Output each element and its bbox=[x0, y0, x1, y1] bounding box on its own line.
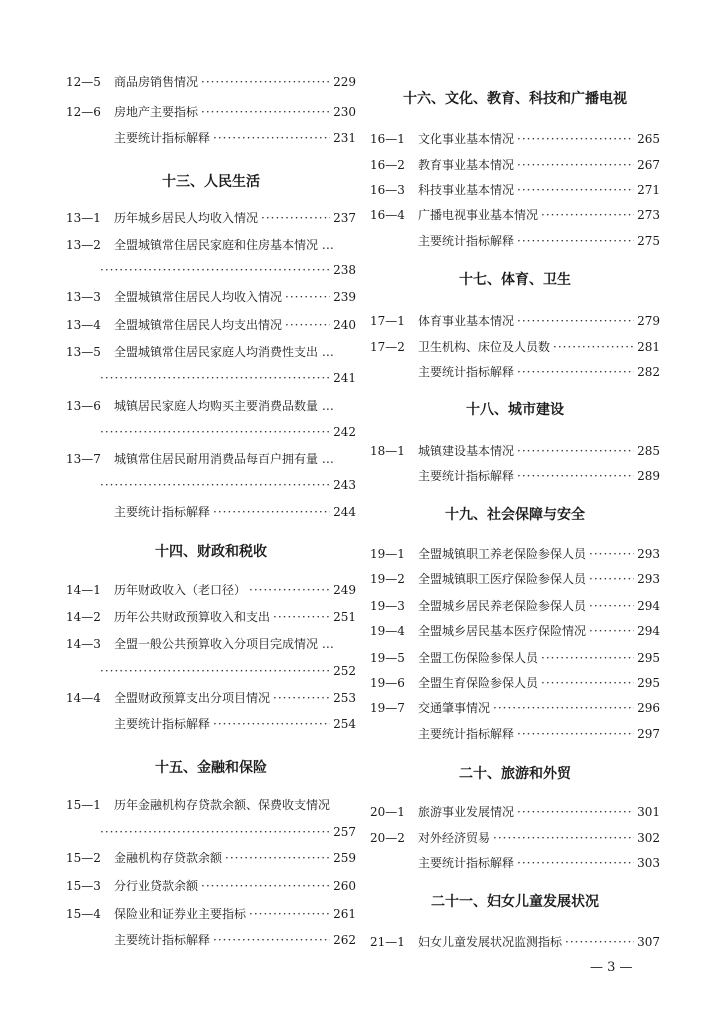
toc-entry[interactable] bbox=[370, 621, 660, 641]
dot-leader bbox=[589, 544, 634, 564]
toc-entry-page: 273 bbox=[637, 208, 660, 222]
toc-entry-title: 全盟城镇职工养老保险参保人员 bbox=[418, 547, 587, 561]
toc-entry-continuation bbox=[100, 260, 356, 280]
toc-entry-page: 294 bbox=[637, 624, 660, 638]
toc-entry-page: 241 bbox=[333, 371, 356, 385]
toc-entry-number: 12—5 bbox=[66, 75, 101, 89]
toc-entry-number: 19—1 bbox=[370, 547, 405, 561]
toc-entry-page: 251 bbox=[333, 610, 356, 624]
toc-entry[interactable] bbox=[370, 337, 660, 357]
toc-entry-explanation[interactable] bbox=[370, 466, 660, 486]
dot-leader bbox=[541, 205, 634, 225]
dot-leader bbox=[565, 932, 634, 952]
toc-entry-page: 282 bbox=[637, 365, 660, 379]
toc-entry-title: 主要统计指标解释 bbox=[114, 505, 211, 519]
dot-leader bbox=[517, 802, 634, 822]
toc-entry-title: 城镇建设基本情况 bbox=[418, 444, 515, 458]
section-heading: 二十一、妇女儿童发展状况 bbox=[431, 894, 599, 910]
toc-entry[interactable] bbox=[370, 544, 660, 564]
dot-leader bbox=[201, 72, 330, 92]
toc-entry-page: 261 bbox=[333, 907, 356, 921]
toc-entry-title: 对外经济贸易 bbox=[418, 831, 491, 845]
toc-entry-number: 14—1 bbox=[66, 583, 101, 597]
section-heading: 十九、社会保障与安全 bbox=[445, 507, 585, 523]
toc-entry-number: 14—3 bbox=[66, 637, 101, 651]
toc-entry-title: 房地产主要指标 bbox=[114, 105, 199, 119]
toc-entry-number: 12—6 bbox=[66, 105, 101, 119]
section-heading: 十七、体育、卫生 bbox=[459, 272, 571, 288]
toc-entry[interactable] bbox=[370, 673, 660, 693]
page-number: — 3 — bbox=[590, 960, 633, 975]
dot-leader bbox=[517, 180, 634, 200]
toc-entry-page: 249 bbox=[333, 583, 356, 597]
toc-entry-page: 307 bbox=[637, 935, 660, 949]
toc-entry-title: 保险业和证券业主要指标 bbox=[114, 907, 247, 921]
toc-entry-continuation bbox=[100, 822, 356, 842]
toc-entry-title: 交通肇事情况 bbox=[418, 701, 491, 715]
toc-entry-title: 主要统计指标解释 bbox=[418, 365, 515, 379]
section-heading: 十八、城市建设 bbox=[466, 402, 564, 418]
toc-entry-page: 293 bbox=[637, 572, 660, 586]
toc-entry-page: 271 bbox=[637, 183, 660, 197]
toc-entry-number: 13—3 bbox=[66, 290, 101, 304]
toc-entry[interactable] bbox=[370, 155, 660, 175]
toc-entry[interactable] bbox=[370, 180, 660, 200]
toc-entry-page: 267 bbox=[637, 158, 660, 172]
toc-entry-number: 19—7 bbox=[370, 701, 405, 715]
toc-entry[interactable] bbox=[370, 698, 660, 718]
toc-entry-title: 历年金融机构存贷款余额、保费收支情况 bbox=[114, 798, 331, 812]
toc-entry-page: 301 bbox=[637, 805, 660, 819]
toc-entry-page: 229 bbox=[333, 75, 356, 89]
dot-leader bbox=[493, 698, 634, 718]
dot-leader bbox=[517, 311, 634, 331]
toc-entry-explanation[interactable] bbox=[66, 128, 356, 148]
toc-entry[interactable] bbox=[66, 315, 356, 335]
toc-entry-title: 历年城乡居民人均收入情况 bbox=[114, 211, 259, 225]
dot-leader bbox=[213, 128, 330, 148]
toc-entry-number: 16—3 bbox=[370, 183, 405, 197]
toc-entry-title: 全盟一般公共预算收入分项目完成情况 … bbox=[114, 637, 334, 651]
toc-entry-number: 21—1 bbox=[370, 935, 405, 949]
toc-entry-page: 231 bbox=[333, 131, 356, 145]
dot-leader bbox=[517, 231, 634, 251]
toc-entry-title: 全盟城镇职工医疗保险参保人员 bbox=[418, 572, 587, 586]
dot-leader bbox=[100, 475, 330, 495]
toc-entry-number: 14—2 bbox=[66, 610, 101, 624]
toc-entry-page: 252 bbox=[333, 664, 356, 678]
toc-entry-title: 全盟城镇常住居民人均收入情况 bbox=[114, 290, 283, 304]
toc-entry-page: 265 bbox=[637, 132, 660, 146]
toc-entry-title: 妇女儿童发展状况监测指标 bbox=[418, 935, 563, 949]
toc-entry[interactable] bbox=[370, 311, 660, 331]
toc-entry-page: 259 bbox=[333, 851, 356, 865]
dot-leader bbox=[201, 876, 330, 896]
toc-entry-page: 295 bbox=[637, 651, 660, 665]
toc-entry-page: 238 bbox=[333, 263, 356, 277]
toc-entry-page: 257 bbox=[333, 825, 356, 839]
toc-entry-title: 全盟生育保险参保人员 bbox=[418, 676, 539, 690]
dot-leader bbox=[100, 422, 330, 442]
toc-entry-number: 15—4 bbox=[66, 907, 101, 921]
dot-leader bbox=[493, 828, 634, 848]
toc-entry-title: 全盟城乡居民养老保险参保人员 bbox=[418, 599, 587, 613]
toc-entry-title: 全盟城乡居民基本医疗保险情况 bbox=[418, 624, 587, 638]
dot-leader bbox=[213, 930, 330, 950]
toc-entry-page: 294 bbox=[637, 599, 660, 613]
toc-entry-number: 13—6 bbox=[66, 399, 101, 413]
toc-entry-title: 主要统计指标解释 bbox=[114, 933, 211, 947]
dot-leader bbox=[249, 904, 330, 924]
dot-leader bbox=[589, 596, 634, 616]
toc-entry-explanation[interactable] bbox=[66, 714, 356, 734]
toc-entry-number: 19—2 bbox=[370, 572, 405, 586]
toc-entry-page: 254 bbox=[333, 717, 356, 731]
toc-entry-title: 全盟城镇常住居民家庭人均消费性支出 … bbox=[114, 345, 334, 359]
toc-entry[interactable] bbox=[370, 569, 660, 589]
toc-entry-page: 242 bbox=[333, 425, 356, 439]
toc-entry-explanation[interactable] bbox=[66, 930, 356, 950]
toc-entry[interactable] bbox=[66, 607, 356, 627]
toc-entry-page: 239 bbox=[333, 290, 356, 304]
toc-entry-explanation[interactable] bbox=[370, 231, 660, 251]
toc-entry-title: 商品房销售情况 bbox=[114, 75, 199, 89]
dot-leader bbox=[273, 688, 330, 708]
toc-entry-title: 城镇常住居民耐用消费品每百户拥有量 … bbox=[114, 452, 334, 466]
toc-entry-continuation bbox=[100, 422, 356, 442]
dot-leader bbox=[285, 315, 330, 335]
toc-entry-page: 302 bbox=[637, 831, 660, 845]
toc-entry-number: 15—1 bbox=[66, 798, 101, 812]
dot-leader bbox=[541, 648, 634, 668]
toc-entry-title: 分行业贷款余额 bbox=[114, 879, 199, 893]
dot-leader bbox=[517, 724, 634, 744]
section-heading: 十四、财政和税收 bbox=[155, 544, 267, 560]
toc-entry-page: 293 bbox=[637, 547, 660, 561]
dot-leader bbox=[517, 362, 634, 382]
toc-entry-explanation[interactable] bbox=[370, 724, 660, 744]
toc-entry-title: 全盟城镇常住居民家庭和住房基本情况 … bbox=[114, 238, 334, 252]
toc-entry-page: 243 bbox=[333, 478, 356, 492]
toc-entry[interactable] bbox=[66, 342, 356, 362]
toc-entry-number: 13—5 bbox=[66, 345, 101, 359]
dot-leader bbox=[273, 607, 330, 627]
dot-leader bbox=[213, 714, 330, 734]
toc-entry-title: 城镇居民家庭人均购买主要消费品数量 … bbox=[114, 399, 334, 413]
section-heading: 十三、人民生活 bbox=[162, 174, 260, 190]
toc-entry-page: 244 bbox=[333, 505, 356, 519]
section-heading: 二十、旅游和外贸 bbox=[459, 766, 571, 782]
toc-entry-title: 主要统计指标解释 bbox=[418, 856, 515, 870]
toc-entry-number: 16—1 bbox=[370, 132, 405, 146]
toc-entry-continuation bbox=[100, 475, 356, 495]
section-heading: 十五、金融和保险 bbox=[155, 760, 267, 776]
toc-entry-title: 全盟财政预算支出分项目情况 bbox=[114, 691, 271, 705]
dot-leader bbox=[100, 661, 330, 681]
toc-entry[interactable] bbox=[370, 802, 660, 822]
toc-entry[interactable] bbox=[370, 129, 660, 149]
toc-entry-page: 296 bbox=[637, 701, 660, 715]
toc-entry-title: 科技事业基本情况 bbox=[418, 183, 515, 197]
dot-leader bbox=[517, 466, 634, 486]
toc-entry-explanation[interactable] bbox=[370, 362, 660, 382]
toc-entry[interactable] bbox=[66, 904, 356, 924]
toc-entry-number: 13—7 bbox=[66, 452, 101, 466]
toc-entry-number: 18—1 bbox=[370, 444, 405, 458]
toc-entry[interactable] bbox=[66, 235, 356, 255]
dot-leader bbox=[100, 822, 330, 842]
toc-entry[interactable] bbox=[66, 876, 356, 896]
toc-entry-number: 15—2 bbox=[66, 851, 101, 865]
toc-entry[interactable] bbox=[370, 596, 660, 616]
toc-entry-page: 262 bbox=[333, 933, 356, 947]
toc-entry-title: 体育事业基本情况 bbox=[418, 314, 515, 328]
toc-entry-page: 295 bbox=[637, 676, 660, 690]
toc-entry[interactable] bbox=[66, 396, 356, 416]
dot-leader bbox=[285, 287, 330, 307]
toc-entry-page: 297 bbox=[637, 727, 660, 741]
dot-leader bbox=[201, 102, 330, 122]
toc-entry-page: 260 bbox=[333, 879, 356, 893]
toc-entry-explanation[interactable] bbox=[370, 853, 660, 873]
toc-entry-title: 卫生机构、床位及人员数 bbox=[418, 340, 551, 354]
dot-leader bbox=[100, 368, 330, 388]
toc-entry-page: 253 bbox=[333, 691, 356, 705]
dot-leader bbox=[589, 569, 634, 589]
toc-entry-title: 历年财政收入（老口径） bbox=[114, 583, 247, 597]
toc-entry-number: 19—6 bbox=[370, 676, 405, 690]
dot-leader bbox=[249, 580, 330, 600]
toc-entry-title: 主要统计指标解释 bbox=[418, 727, 515, 741]
toc-entry-number: 20—2 bbox=[370, 831, 405, 845]
toc-entry-page: 230 bbox=[333, 105, 356, 119]
toc-entry-title: 主要统计指标解释 bbox=[418, 234, 515, 248]
toc-entry[interactable] bbox=[66, 634, 356, 654]
toc-entry-number: 19—3 bbox=[370, 599, 405, 613]
dot-leader bbox=[541, 673, 634, 693]
toc-entry-page: 303 bbox=[637, 856, 660, 870]
toc-entry-title: 广播电视事业基本情况 bbox=[418, 208, 539, 222]
toc-entry-number: 20—1 bbox=[370, 805, 405, 819]
toc-entry-title: 旅游事业发展情况 bbox=[418, 805, 515, 819]
section-heading: 十六、文化、教育、科技和广播电视 bbox=[403, 91, 627, 107]
toc-entry[interactable] bbox=[66, 102, 356, 122]
toc-entry-page: 237 bbox=[333, 211, 356, 225]
toc-entry-page: 289 bbox=[637, 469, 660, 483]
toc-entry-page: 240 bbox=[333, 318, 356, 332]
toc-entry[interactable] bbox=[66, 72, 356, 92]
toc-entry[interactable] bbox=[66, 208, 356, 228]
toc-entry-page: 281 bbox=[637, 340, 660, 354]
dot-leader bbox=[225, 848, 330, 868]
toc-entry-title: 全盟工伤保险参保人员 bbox=[418, 651, 539, 665]
toc-entry-title: 历年公共财政预算收入和支出 bbox=[114, 610, 271, 624]
toc-entry[interactable] bbox=[66, 848, 356, 868]
toc-entry-number: 19—4 bbox=[370, 624, 405, 638]
toc-entry-title: 主要统计指标解释 bbox=[114, 131, 211, 145]
toc-entry-title: 金融机构存贷款余额 bbox=[114, 851, 223, 865]
toc-entry-number: 13—1 bbox=[66, 211, 101, 225]
toc-entry-number: 17—1 bbox=[370, 314, 405, 328]
toc-entry-page: 285 bbox=[637, 444, 660, 458]
toc-entry[interactable] bbox=[370, 828, 660, 848]
toc-entry-page: 275 bbox=[637, 234, 660, 248]
toc-entry-number: 13—2 bbox=[66, 238, 101, 252]
toc-entry-number: 15—3 bbox=[66, 879, 101, 893]
toc-entry-number: 17—2 bbox=[370, 340, 405, 354]
toc-entry-continuation bbox=[100, 661, 356, 681]
toc-entry[interactable] bbox=[66, 449, 356, 469]
toc-entry[interactable] bbox=[370, 648, 660, 668]
toc-entry-page: 279 bbox=[637, 314, 660, 328]
toc-entry-number: 13—4 bbox=[66, 318, 101, 332]
toc-entry[interactable] bbox=[66, 287, 356, 307]
toc-entry-number: 19—5 bbox=[370, 651, 405, 665]
toc-entry[interactable] bbox=[66, 688, 356, 708]
toc-entry-number: 16—4 bbox=[370, 208, 405, 222]
toc-entry-title: 主要统计指标解释 bbox=[418, 469, 515, 483]
toc-entry-title: 教育事业基本情况 bbox=[418, 158, 515, 172]
dot-leader bbox=[517, 155, 634, 175]
dot-leader bbox=[517, 853, 634, 873]
toc-entry[interactable] bbox=[66, 795, 356, 815]
toc-entry-continuation bbox=[100, 368, 356, 388]
toc-entry-title: 全盟城镇常住居民人均支出情况 bbox=[114, 318, 283, 332]
toc-entry[interactable] bbox=[66, 580, 356, 600]
dot-leader bbox=[517, 441, 634, 461]
toc-entry-title: 主要统计指标解释 bbox=[114, 717, 211, 731]
toc-entry[interactable] bbox=[370, 441, 660, 461]
dot-leader bbox=[517, 129, 634, 149]
toc-entry[interactable] bbox=[370, 932, 660, 952]
toc-entry-explanation[interactable] bbox=[66, 502, 356, 522]
dot-leader bbox=[261, 208, 330, 228]
dot-leader bbox=[589, 621, 634, 641]
toc-entry-number: 14—4 bbox=[66, 691, 101, 705]
dot-leader bbox=[100, 260, 330, 280]
toc-entry-number: 16—2 bbox=[370, 158, 405, 172]
toc-entry-title: 文化事业基本情况 bbox=[418, 132, 515, 146]
dot-leader bbox=[553, 337, 634, 357]
dot-leader bbox=[213, 502, 330, 522]
toc-entry[interactable] bbox=[370, 205, 660, 225]
